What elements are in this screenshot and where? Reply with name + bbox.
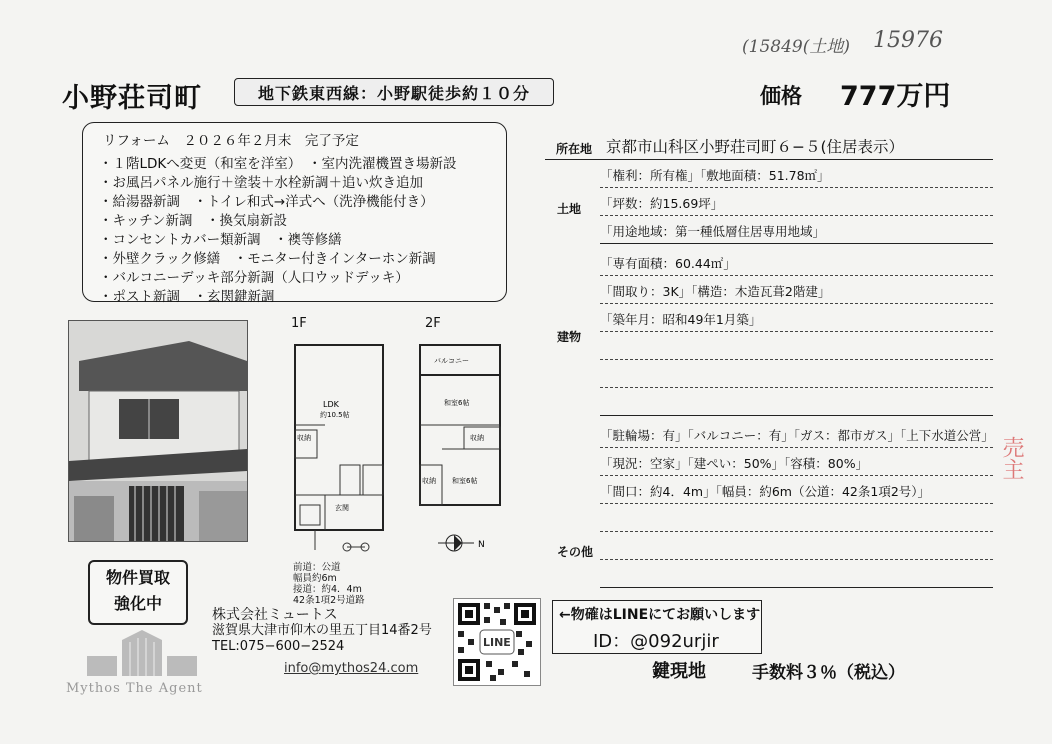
balcony-label: バルコニー [434, 357, 469, 365]
location-label: 所在地 [556, 142, 593, 156]
road-note: 42条1項2号道路 [293, 595, 365, 606]
floor1-plan [285, 335, 395, 560]
company-info [212, 607, 432, 655]
storage2-label: 収納 [422, 477, 436, 485]
brokerage-fee: 手数料３％（税込） [752, 663, 905, 683]
qr-line-label: LINE [483, 636, 511, 649]
reform-line: ・コンセントカバー類新調 ・襖等修繕 [99, 232, 342, 248]
storage1-label: 収納 [470, 434, 484, 442]
line-contact-text: ←物確はLINEにてお願いします [559, 607, 761, 623]
key-location: 鍵現地 [652, 661, 706, 682]
buyout-promo [88, 560, 188, 625]
reform-line: ・１階LDKへ変更（和室を洋室） ・室内洗濯機置き場新設 [99, 156, 457, 172]
road-notes [293, 562, 365, 606]
land-row: 「坪数：約15.69坪」 [600, 194, 993, 216]
reform-heading: リフォーム ２０２６年２月末 完了予定 [103, 133, 359, 149]
other-row: 「駐輪場：有」「バルコニー：有」「ガス：都市ガス」「上下水道公営」 [600, 426, 993, 448]
reform-line: ・お風呂パネル施行＋塗装＋水栓新調＋追い炊き追加 [99, 175, 423, 191]
floor1-label: 1F [291, 316, 307, 331]
land-row: 「権利：所有権」「敷地面積：51.78㎡」 [600, 166, 993, 188]
reform-line: ・給湯器新調 ・トイレ和式→洋式へ（洗浄機能付き） [99, 194, 434, 210]
reform-line: ・外壁クラック修繕 ・モニター付きインターホン新調 [99, 251, 436, 267]
other-row-empty [600, 510, 993, 532]
building-label: 建物 [557, 330, 582, 344]
handwritten-note-number: 15976 [873, 28, 943, 53]
road-note: 接道：約4．4m [293, 584, 362, 595]
building-row: 「築年月：昭和49年1月築」 [600, 310, 993, 332]
property-table [545, 126, 993, 596]
house-photo [68, 320, 248, 542]
reform-line: ・キッチン新調 ・換気扇新設 [99, 213, 288, 229]
logo-text: Mythos The Agent [66, 681, 203, 696]
other-row: 「現況：空家」「建ぺい：50%」「容積：80%」 [600, 454, 993, 476]
company-email-link[interactable]: info@mythos24.com [284, 661, 419, 676]
floor2-label: 2F [425, 316, 441, 331]
building-row: 「間取り：3K」「構造：木造瓦葺2階建」 [600, 282, 993, 304]
line-qr-code[interactable] [453, 598, 541, 686]
other-row-empty [600, 566, 993, 588]
access-box: 地下鉄東西線：小野駅徒歩約１０分 [234, 78, 554, 106]
reform-line: ・バルコニーデッキ部分新調（人口ウッドデッキ） [99, 270, 409, 286]
land-label: 土地 [557, 202, 582, 216]
company-address: 滋賀県大津市仰木の里五丁目14番2号 [212, 623, 432, 638]
ldk-label: LDK [323, 400, 339, 409]
compass-north: N [478, 540, 485, 550]
entrance-label: 玄関 [335, 504, 349, 512]
reform-line: ・ポスト新調 ・玄関鍵新調 [99, 289, 275, 305]
land-row: 「用途地域：第一種低層住居専用地域」 [600, 222, 993, 244]
building-row-empty [600, 366, 993, 388]
floor2-plan [412, 335, 522, 560]
property-title: 小野荘司町 [62, 83, 202, 114]
promo-line2: 強化中 [113, 594, 162, 613]
location-value: 京都市山科区小野荘司町６−５(住居表示） [606, 138, 905, 156]
price-label: 価格 [760, 84, 802, 108]
other-label: その他 [557, 545, 594, 559]
seller-stamp: 売主 [999, 436, 1024, 480]
other-row-empty [600, 538, 993, 560]
price-value: 777万円 [840, 81, 951, 112]
building-row-empty [600, 394, 993, 416]
reform-box [82, 122, 507, 305]
ldk-size: 約10.5帖 [320, 411, 350, 419]
room2-label: 和室6帖 [452, 477, 478, 485]
storage-label: 収納 [297, 434, 311, 442]
company-logo-icon [82, 628, 202, 680]
building-row-empty [600, 338, 993, 360]
other-row: 「間口：約4．4m」「幅員：約6m（公道：42条1項2号）」 [600, 482, 993, 504]
handwritten-note-land: (15849(土地) [742, 37, 850, 57]
road-note: 幅員約6m [293, 573, 337, 584]
promo-line1: 物件買取 [105, 568, 170, 587]
room1-label: 和室6帖 [444, 399, 470, 407]
company-name: 株式会社ミュートス [212, 607, 338, 623]
line-id: ID：@092urjir [593, 631, 719, 652]
road-note: 前道：公道 [293, 562, 341, 573]
building-row: 「専有面積：60.44㎡」 [600, 254, 993, 276]
line-contact-box [552, 600, 762, 654]
company-tel: TEL:075−600−2524 [212, 639, 345, 654]
